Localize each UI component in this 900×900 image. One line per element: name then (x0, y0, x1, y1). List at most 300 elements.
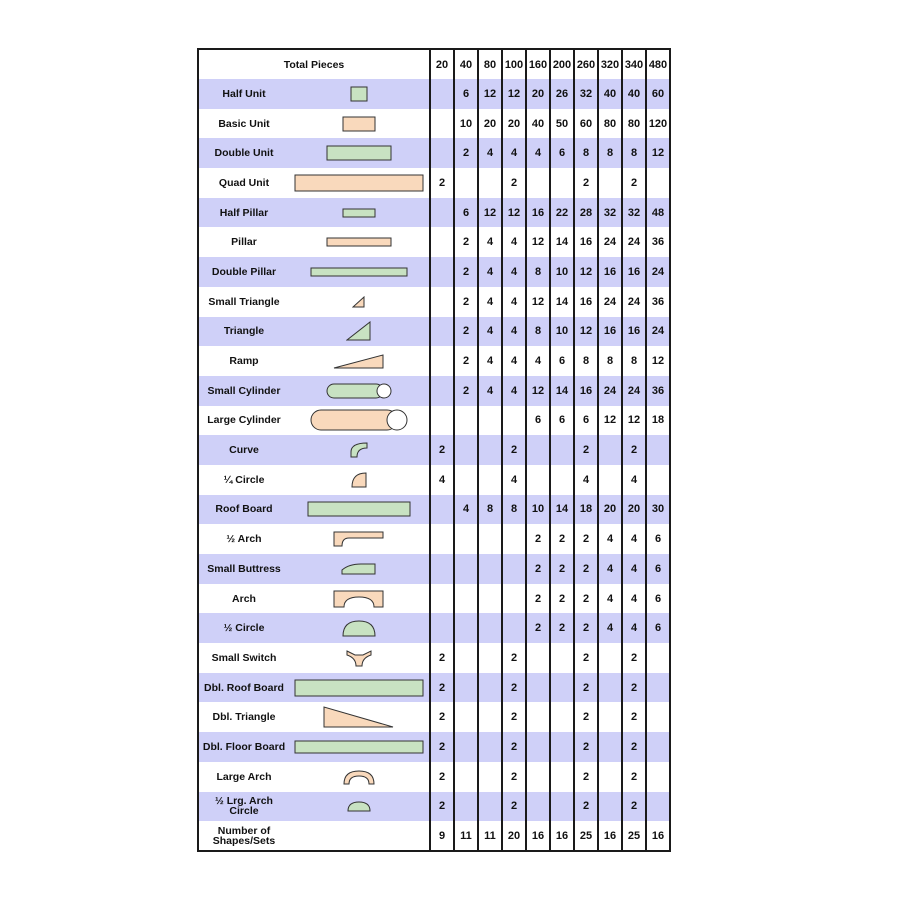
table-row (198, 524, 670, 554)
piece-count-cell (502, 406, 526, 436)
piece-count-cell: 12 (646, 346, 670, 376)
piece-count-cell: 11 (478, 821, 502, 851)
piece-count-cell: 2 (622, 702, 646, 732)
piece-count-cell (646, 465, 670, 495)
piece-name: Number of Shapes/Sets (212, 824, 276, 847)
piece-count-cell (526, 643, 550, 673)
piece-count-cell (502, 554, 526, 584)
piece-count-cell: 16 (598, 317, 622, 347)
piece-count-cell (550, 435, 574, 465)
piece-count-cell: 36 (646, 287, 670, 317)
piece-count-cell: 20 (502, 821, 526, 851)
piece-count-cell: 8 (478, 495, 502, 525)
piece-count-cell: 12 (478, 198, 502, 228)
piece-count-cell: 20 (478, 109, 502, 139)
piece-name: Double Pillar (211, 265, 277, 278)
table-row (198, 138, 670, 168)
piece-count-cell (454, 554, 478, 584)
piece-count-cell: 2 (502, 673, 526, 703)
piece-count-cell (502, 524, 526, 554)
piece-count-cell: 12 (574, 257, 598, 287)
piece-count-cell: 16 (598, 821, 622, 851)
piece-count-cell: 2 (574, 673, 598, 703)
piece-count-cell (478, 643, 502, 673)
table-row (198, 109, 670, 139)
piece-count-cell: 2 (574, 435, 598, 465)
piece-name: Double Unit (214, 147, 274, 160)
piece-count-cell (454, 584, 478, 614)
piece-count-cell: 2 (502, 732, 526, 762)
piece-count-cell (526, 465, 550, 495)
piece-count-cell (526, 168, 550, 198)
piece-shape-quarter-circle (289, 465, 430, 495)
piece-shape-large-arch (289, 762, 430, 792)
piece-count-cell: 2 (454, 287, 478, 317)
table-row (198, 792, 670, 822)
piece-count-cell: 2 (454, 227, 478, 257)
piece-count-cell: 4 (526, 346, 550, 376)
piece-count-cell (454, 435, 478, 465)
piece-count-cell: 8 (598, 346, 622, 376)
piece-count-cell (550, 702, 574, 732)
piece-name: Arch (232, 592, 256, 605)
piece-count-cell: 2 (622, 168, 646, 198)
table-row (198, 584, 670, 614)
piece-count-cell (430, 613, 454, 643)
piece-count-cell: 2 (430, 702, 454, 732)
piece-count-cell (502, 584, 526, 614)
piece-count-cell (526, 435, 550, 465)
piece-count-cell: 40 (622, 79, 646, 109)
piece-count-cell: 2 (502, 168, 526, 198)
piece-name: Triangle (223, 325, 265, 338)
piece-count-cell: 8 (622, 138, 646, 168)
piece-count-cell: 6 (454, 198, 478, 228)
piece-count-cell: 8 (526, 317, 550, 347)
piece-count-cell: 80 (622, 109, 646, 139)
piece-count-cell (526, 702, 550, 732)
piece-count-cell: 4 (430, 465, 454, 495)
piece-count-cell: 2 (502, 792, 526, 822)
piece-count-cell: 4 (502, 138, 526, 168)
piece-shape-double-unit (289, 138, 430, 168)
piece-count-cell: 16 (526, 198, 550, 228)
piece-count-cell: 16 (622, 257, 646, 287)
piece-count-cell: 4 (598, 584, 622, 614)
piece-count-cell (550, 643, 574, 673)
set-header: 20 (430, 49, 454, 79)
piece-count-cell (454, 168, 478, 198)
piece-count-cell: 32 (574, 79, 598, 109)
table-row (198, 168, 670, 198)
piece-count-cell (646, 673, 670, 703)
piece-shape-small-triangle (289, 287, 430, 317)
piece-count-cell: 2 (502, 435, 526, 465)
table-row (198, 762, 670, 792)
piece-count-cell: 4 (478, 346, 502, 376)
piece-count-cell (478, 732, 502, 762)
piece-count-cell: 30 (646, 495, 670, 525)
piece-shape-small-switch (289, 643, 430, 673)
piece-count-cell: 2 (574, 554, 598, 584)
table-row (198, 435, 670, 465)
set-header: 160 (526, 49, 550, 79)
table-row (198, 198, 670, 228)
piece-count-cell: 8 (502, 495, 526, 525)
piece-name: ¼ Circle (223, 473, 265, 486)
piece-count-cell (430, 495, 454, 525)
set-header: 200 (550, 49, 574, 79)
piece-count-cell: 2 (526, 613, 550, 643)
piece-count-cell (454, 673, 478, 703)
piece-count-cell: 25 (574, 821, 598, 851)
piece-count-cell: 40 (598, 79, 622, 109)
piece-count-cell: 12 (646, 138, 670, 168)
pieces-table (197, 48, 671, 852)
piece-count-cell: 8 (526, 257, 550, 287)
piece-count-cell: 2 (430, 168, 454, 198)
table-row (198, 346, 670, 376)
piece-shape-quad-unit (289, 168, 430, 198)
piece-count-cell: 2 (502, 702, 526, 732)
piece-count-cell: 4 (478, 257, 502, 287)
piece-count-cell: 2 (454, 317, 478, 347)
piece-shape-dbl-triangle (289, 702, 430, 732)
piece-count-cell: 2 (454, 376, 478, 406)
piece-count-cell: 2 (622, 792, 646, 822)
piece-count-cell (550, 762, 574, 792)
piece-count-cell: 2 (622, 762, 646, 792)
piece-count-cell (646, 435, 670, 465)
piece-count-cell: 2 (526, 584, 550, 614)
piece-count-cell (430, 138, 454, 168)
piece-shape-basic-unit (289, 109, 430, 139)
piece-count-cell: 4 (502, 346, 526, 376)
piece-count-cell: 6 (646, 613, 670, 643)
piece-shape-small-buttress (289, 554, 430, 584)
set-header: 260 (574, 49, 598, 79)
piece-count-cell: 2 (526, 524, 550, 554)
piece-count-cell: 6 (550, 346, 574, 376)
piece-count-cell (526, 732, 550, 762)
piece-count-cell (598, 792, 622, 822)
piece-count-cell: 2 (454, 346, 478, 376)
piece-count-cell: 2 (550, 613, 574, 643)
piece-count-cell: 4 (502, 317, 526, 347)
piece-count-cell: 60 (646, 79, 670, 109)
piece-count-cell: 10 (454, 109, 478, 139)
piece-count-cell: 2 (526, 554, 550, 584)
piece-count-cell (430, 376, 454, 406)
table-row (198, 465, 670, 495)
table-row (198, 227, 670, 257)
piece-count-cell: 4 (526, 138, 550, 168)
piece-count-cell: 12 (502, 198, 526, 228)
piece-count-cell: 2 (622, 673, 646, 703)
piece-count-cell: 40 (526, 109, 550, 139)
piece-count-cell (646, 762, 670, 792)
table-row (198, 732, 670, 762)
piece-count-cell (646, 732, 670, 762)
piece-count-cell (430, 287, 454, 317)
piece-count-cell: 24 (622, 287, 646, 317)
piece-name: Half Unit (222, 87, 266, 100)
piece-count-cell: 10 (526, 495, 550, 525)
piece-count-cell: 14 (550, 495, 574, 525)
piece-shape-empty (289, 821, 430, 851)
piece-shape-ramp (289, 346, 430, 376)
piece-count-cell (598, 702, 622, 732)
pieces-table-sheet (197, 48, 671, 852)
piece-name: Roof Board (215, 503, 273, 516)
table-row (198, 79, 670, 109)
piece-count-cell: 20 (598, 495, 622, 525)
table-row (198, 406, 670, 436)
piece-name: Large Cylinder (207, 414, 281, 427)
piece-count-cell: 9 (430, 821, 454, 851)
piece-count-cell (454, 613, 478, 643)
piece-shape-triangle (289, 317, 430, 347)
piece-count-cell: 6 (550, 138, 574, 168)
piece-name: Dbl. Floor Board (202, 740, 286, 753)
piece-count-cell: 6 (526, 406, 550, 436)
piece-count-cell (478, 613, 502, 643)
piece-count-cell: 2 (550, 554, 574, 584)
piece-count-cell (430, 584, 454, 614)
piece-count-cell: 2 (574, 732, 598, 762)
piece-count-cell (430, 317, 454, 347)
piece-count-cell: 10 (550, 317, 574, 347)
piece-count-cell (646, 792, 670, 822)
piece-count-cell (598, 732, 622, 762)
piece-name: Small Triangle (208, 295, 280, 308)
piece-count-cell (646, 702, 670, 732)
piece-count-cell: 4 (478, 376, 502, 406)
piece-count-cell: 6 (550, 406, 574, 436)
piece-count-cell: 2 (502, 762, 526, 792)
piece-count-cell: 4 (622, 524, 646, 554)
piece-count-cell (478, 673, 502, 703)
piece-count-cell (454, 524, 478, 554)
piece-count-cell (478, 435, 502, 465)
piece-count-cell: 16 (574, 227, 598, 257)
piece-count-cell: 4 (478, 138, 502, 168)
piece-count-cell: 4 (478, 317, 502, 347)
table-row (198, 257, 670, 287)
piece-count-cell (430, 227, 454, 257)
piece-count-cell (526, 762, 550, 792)
piece-count-cell (502, 613, 526, 643)
piece-name: Small Buttress (207, 562, 281, 575)
piece-count-cell: 32 (622, 198, 646, 228)
piece-count-cell (454, 732, 478, 762)
piece-count-cell: 4 (622, 613, 646, 643)
piece-count-cell: 4 (478, 287, 502, 317)
piece-count-cell: 4 (622, 584, 646, 614)
piece-count-cell: 2 (574, 762, 598, 792)
piece-count-cell: 4 (502, 257, 526, 287)
piece-count-cell: 50 (550, 109, 574, 139)
set-header: 100 (502, 49, 526, 79)
piece-shape-half-circle (289, 613, 430, 643)
piece-count-cell: 6 (454, 79, 478, 109)
table-row (198, 376, 670, 406)
piece-count-cell (430, 524, 454, 554)
piece-count-cell: 14 (550, 287, 574, 317)
piece-count-cell: 2 (502, 643, 526, 673)
piece-count-cell: 2 (430, 643, 454, 673)
piece-count-cell: 6 (646, 554, 670, 584)
pieces-table-body (198, 79, 670, 851)
piece-count-cell: 16 (622, 317, 646, 347)
piece-count-cell (598, 762, 622, 792)
piece-shape-curve (289, 435, 430, 465)
piece-name: Dbl. Triangle (212, 711, 276, 724)
piece-count-cell: 4 (574, 465, 598, 495)
piece-count-cell: 8 (598, 138, 622, 168)
piece-count-cell: 80 (598, 109, 622, 139)
piece-count-cell: 4 (454, 495, 478, 525)
table-row (198, 613, 670, 643)
piece-count-cell (430, 198, 454, 228)
piece-count-cell: 12 (598, 406, 622, 436)
piece-count-cell (478, 762, 502, 792)
piece-count-cell: 4 (502, 287, 526, 317)
piece-count-cell: 16 (598, 257, 622, 287)
piece-count-cell: 16 (526, 821, 550, 851)
piece-count-cell: 2 (574, 168, 598, 198)
piece-count-cell (430, 406, 454, 436)
piece-count-cell (430, 79, 454, 109)
piece-count-cell: 2 (622, 435, 646, 465)
piece-count-cell (550, 732, 574, 762)
piece-count-cell (430, 554, 454, 584)
piece-count-cell (454, 702, 478, 732)
piece-count-cell: 2 (430, 673, 454, 703)
piece-count-cell (550, 792, 574, 822)
piece-count-cell: 12 (502, 79, 526, 109)
piece-count-cell (598, 643, 622, 673)
piece-count-cell (430, 109, 454, 139)
piece-count-cell: 24 (622, 376, 646, 406)
piece-count-cell: 12 (526, 376, 550, 406)
piece-count-cell: 12 (622, 406, 646, 436)
piece-count-cell: 24 (598, 287, 622, 317)
piece-count-cell: 14 (550, 227, 574, 257)
table-row (198, 702, 670, 732)
piece-count-cell: 11 (454, 821, 478, 851)
set-header: 40 (454, 49, 478, 79)
piece-count-cell (478, 406, 502, 436)
piece-count-cell (454, 792, 478, 822)
piece-count-cell (550, 673, 574, 703)
piece-name: Dbl. Roof Board (204, 681, 284, 694)
piece-count-cell: 2 (574, 613, 598, 643)
piece-count-cell: 2 (574, 643, 598, 673)
piece-count-cell: 24 (646, 317, 670, 347)
piece-count-cell: 2 (430, 762, 454, 792)
piece-count-cell: 32 (598, 198, 622, 228)
piece-count-cell: 6 (574, 406, 598, 436)
piece-name: ½ Arch (226, 533, 262, 546)
piece-count-cell: 48 (646, 198, 670, 228)
table-row (198, 673, 670, 703)
piece-count-cell (598, 465, 622, 495)
piece-name: Basic Unit (218, 117, 270, 130)
piece-count-cell: 16 (550, 821, 574, 851)
piece-count-cell (478, 554, 502, 584)
piece-count-cell (454, 406, 478, 436)
piece-count-cell (646, 643, 670, 673)
piece-count-cell (478, 524, 502, 554)
piece-count-cell: 10 (550, 257, 574, 287)
piece-count-cell: 4 (502, 376, 526, 406)
piece-count-cell: 20 (502, 109, 526, 139)
piece-count-cell (598, 435, 622, 465)
piece-count-cell: 12 (574, 317, 598, 347)
piece-count-cell: 2 (622, 643, 646, 673)
piece-shape-small-square (289, 79, 430, 109)
piece-count-cell: 14 (550, 376, 574, 406)
table-row (198, 287, 670, 317)
piece-count-cell (430, 257, 454, 287)
piece-count-cell: 6 (646, 524, 670, 554)
piece-count-cell: 2 (574, 792, 598, 822)
piece-count-cell: 2 (574, 584, 598, 614)
piece-count-cell (526, 673, 550, 703)
set-header: 320 (598, 49, 622, 79)
piece-count-cell: 2 (430, 732, 454, 762)
piece-count-cell: 2 (574, 702, 598, 732)
table-row (198, 821, 670, 851)
table-row (198, 317, 670, 347)
piece-count-cell: 24 (646, 257, 670, 287)
piece-count-cell (454, 762, 478, 792)
piece-name: Ramp (229, 355, 259, 368)
piece-count-cell: 36 (646, 376, 670, 406)
table-row (198, 495, 670, 525)
piece-count-cell: 60 (574, 109, 598, 139)
piece-count-cell (454, 643, 478, 673)
piece-count-cell: 4 (502, 227, 526, 257)
piece-count-cell: 2 (550, 584, 574, 614)
piece-count-cell: 4 (502, 465, 526, 495)
piece-shape-roof-board (289, 495, 430, 525)
piece-count-cell: 12 (526, 287, 550, 317)
piece-count-cell: 28 (574, 198, 598, 228)
piece-count-cell (478, 465, 502, 495)
piece-shape-pillar (289, 227, 430, 257)
piece-count-cell: 2 (454, 138, 478, 168)
piece-count-cell: 2 (430, 792, 454, 822)
set-header: 80 (478, 49, 502, 79)
piece-name: Quad Unit (218, 176, 270, 189)
piece-count-cell (478, 584, 502, 614)
piece-name: Small Switch (211, 651, 277, 664)
piece-shape-half-pillar (289, 198, 430, 228)
piece-count-cell: 4 (598, 613, 622, 643)
piece-count-cell: 24 (598, 376, 622, 406)
piece-count-cell (646, 168, 670, 198)
piece-count-cell (478, 792, 502, 822)
piece-count-cell: 4 (622, 554, 646, 584)
piece-shape-small-cylinder (289, 376, 430, 406)
piece-count-cell: 24 (598, 227, 622, 257)
piece-count-cell (598, 673, 622, 703)
piece-shape-dbl-roof-board (289, 673, 430, 703)
piece-count-cell: 8 (574, 346, 598, 376)
piece-count-cell: 2 (622, 732, 646, 762)
